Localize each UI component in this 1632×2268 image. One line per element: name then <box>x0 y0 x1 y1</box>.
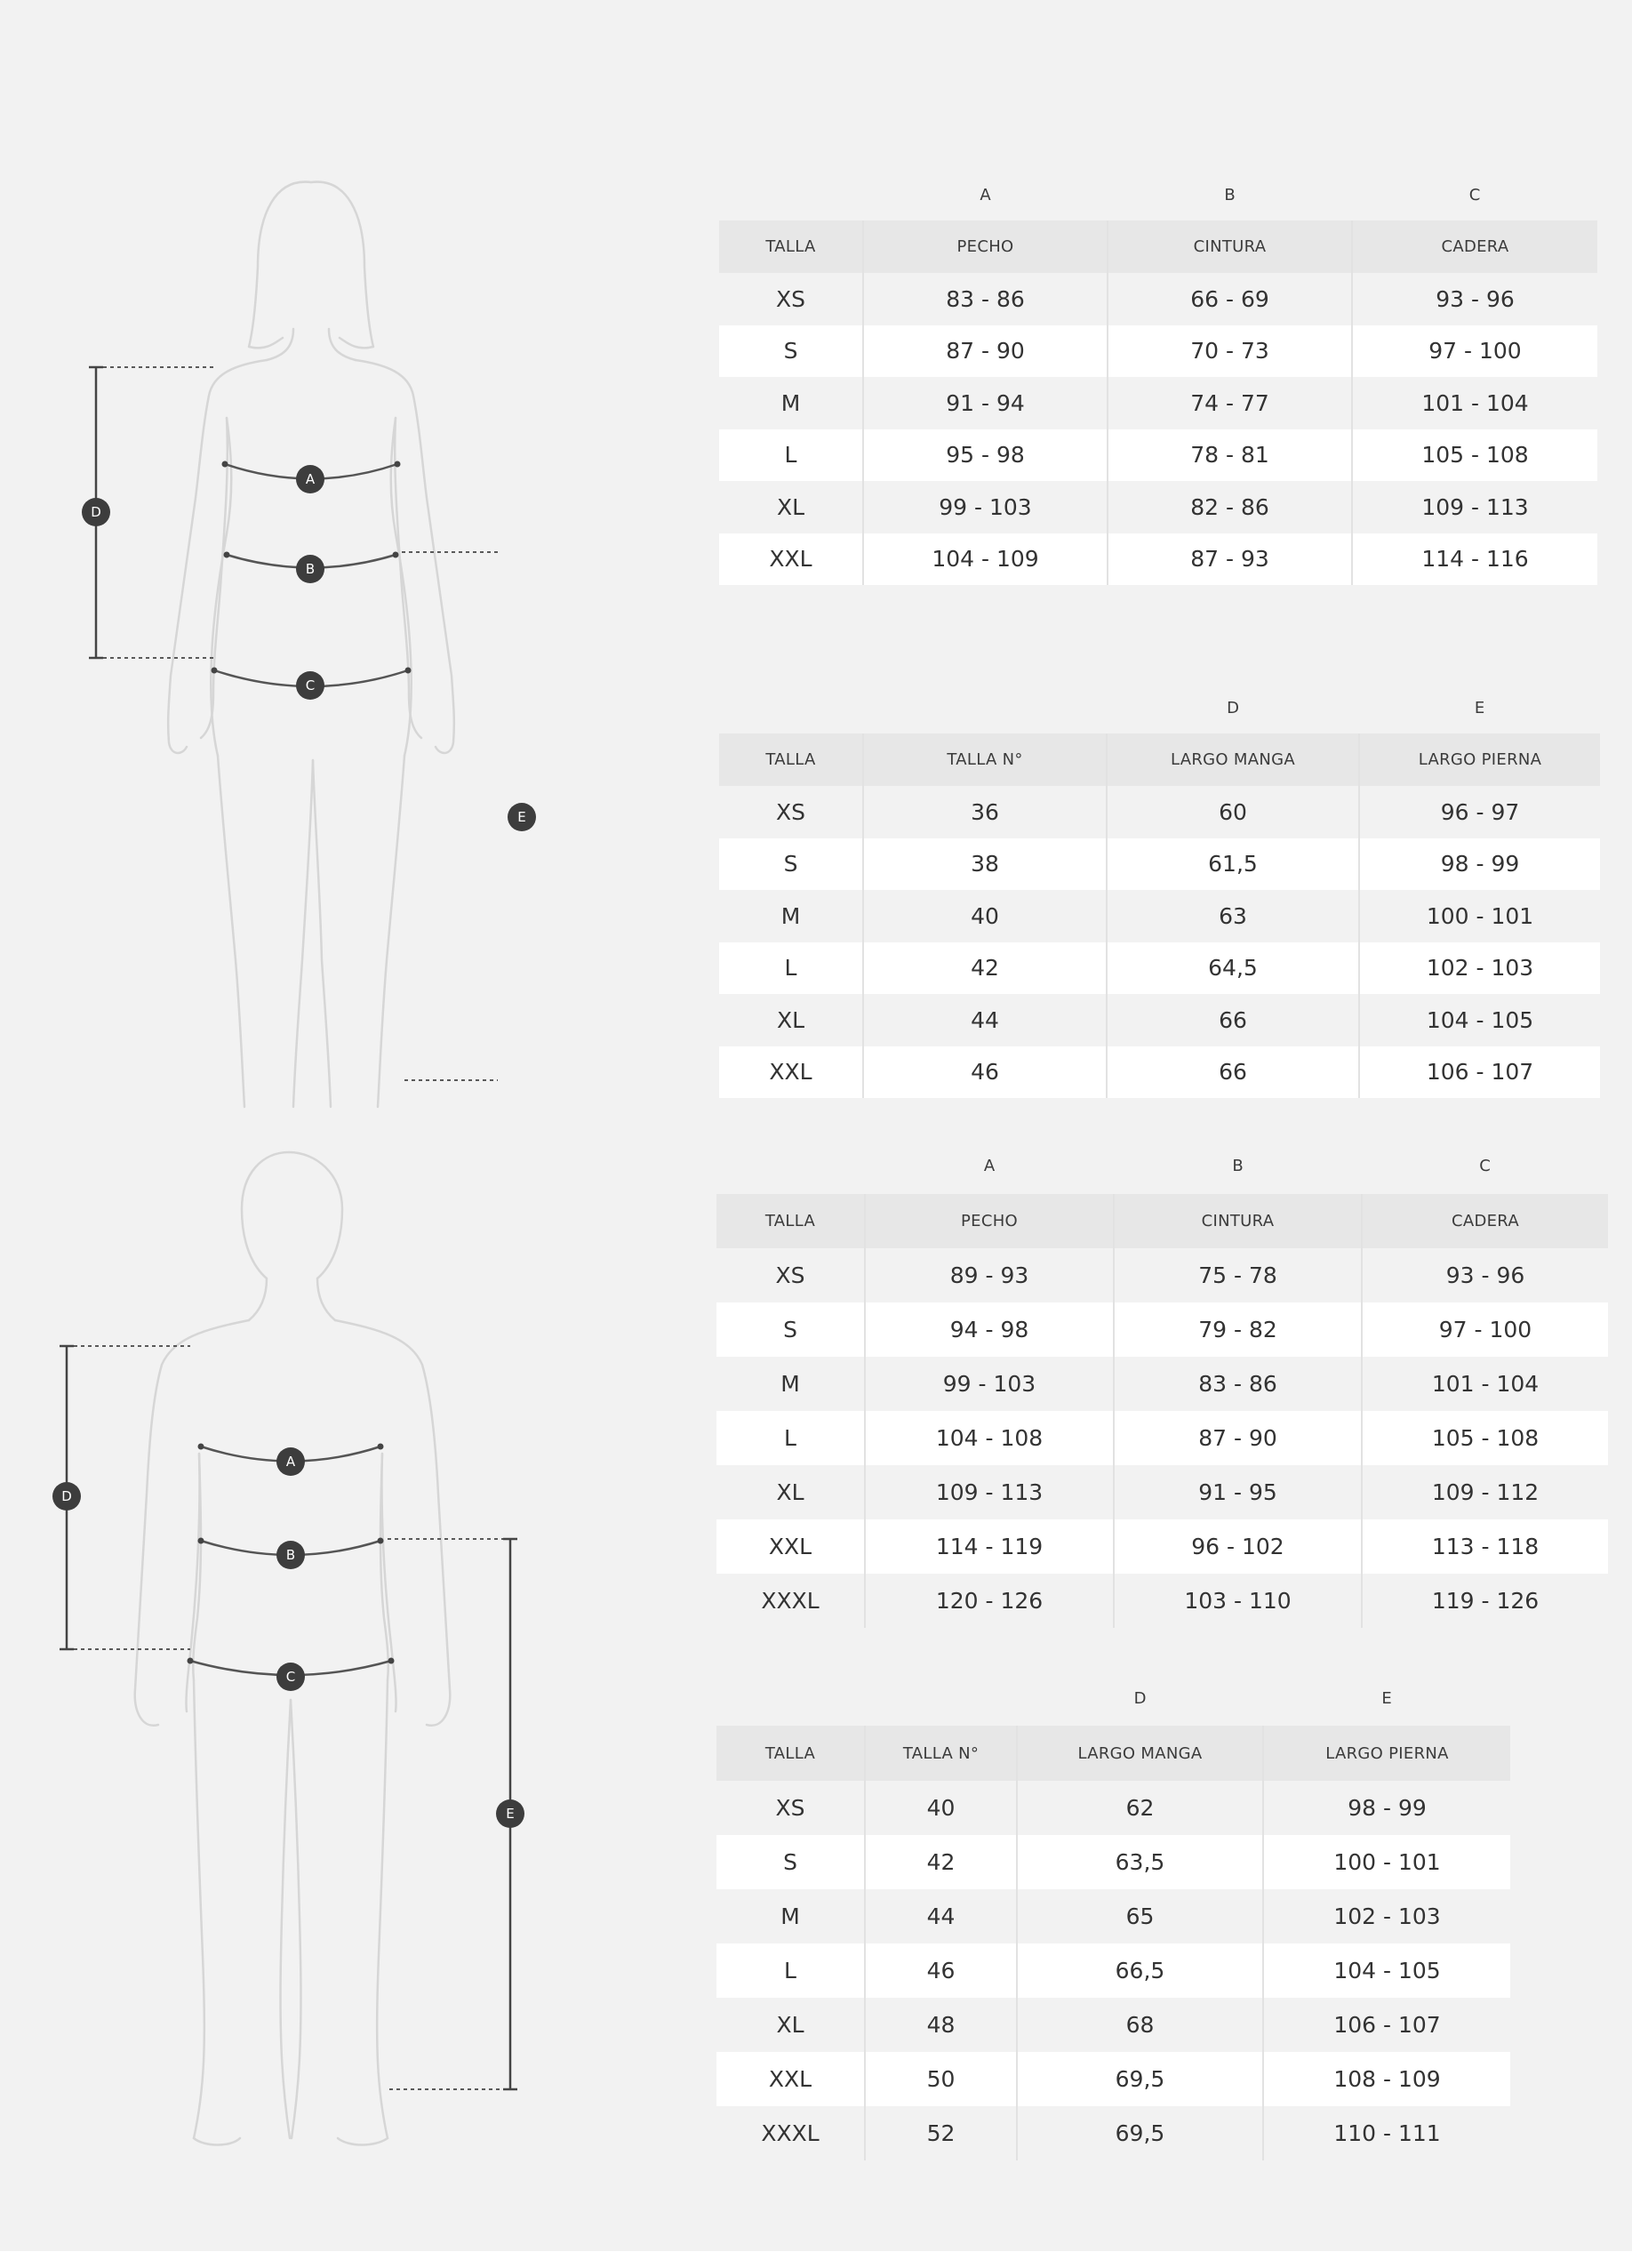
table-cell: 102 - 103 <box>1359 942 1600 995</box>
size-cell: XL <box>719 994 863 1046</box>
size-cell: XL <box>716 1998 865 2052</box>
table-cell: 78 - 81 <box>1108 429 1352 482</box>
table-cell: 109 - 112 <box>1362 1465 1608 1519</box>
column-header: LARGO MANGA <box>1107 733 1359 786</box>
size-cell: XXL <box>719 1046 863 1099</box>
letter-cell: B <box>1232 1156 1244 1175</box>
size-cell: XXXL <box>716 1574 865 1628</box>
table-row <box>719 786 1600 838</box>
table-cell: 64,5 <box>1107 942 1359 995</box>
table-cell: 91 - 95 <box>1114 1465 1362 1519</box>
size-cell: L <box>716 1411 865 1465</box>
size-cell: S <box>716 1835 865 1889</box>
table-cell: 95 - 98 <box>863 429 1108 482</box>
table-cell: 106 - 107 <box>1359 1046 1600 1099</box>
table-cell: 61,5 <box>1107 838 1359 891</box>
table-cell: 69,5 <box>1017 2052 1263 2106</box>
table-cell: 97 - 100 <box>1352 325 1597 378</box>
column-header: LARGO MANGA <box>1017 1726 1263 1781</box>
table-cell: 66 <box>1107 1046 1359 1099</box>
table-cell: 60 <box>1107 786 1359 838</box>
table-cell: 42 <box>863 942 1107 995</box>
table-cell: 66 <box>1107 994 1359 1046</box>
letter-cell <box>865 1671 1017 1726</box>
marker-d-male: D <box>52 1482 81 1511</box>
table-cell: 50 <box>865 2052 1017 2106</box>
marker-b-male: B <box>276 1541 305 1569</box>
men-length-size-table <box>716 1671 1510 2160</box>
size-cell: S <box>719 325 863 378</box>
table-cell: 100 - 101 <box>1263 1835 1510 1889</box>
women-body-size-table <box>719 169 1597 585</box>
letter-cell: E <box>1474 698 1485 717</box>
column-header: TALLA <box>716 1726 865 1781</box>
marker-e-male: E <box>496 1799 524 1828</box>
table-cell: 104 - 105 <box>1263 1943 1510 1998</box>
table-cell: 69,5 <box>1017 2106 1263 2160</box>
table-cell: 89 - 93 <box>865 1248 1114 1302</box>
table-cell: 108 - 109 <box>1263 2052 1510 2106</box>
table-cell: 44 <box>863 994 1107 1046</box>
table-cell: 99 - 103 <box>863 481 1108 533</box>
measurement-letter-row <box>716 1137 1608 1194</box>
letter-cell: E <box>1381 1688 1392 1708</box>
table-cell: 104 - 108 <box>865 1411 1114 1465</box>
measurement-letter-row <box>716 1671 1510 1726</box>
table-cell: 46 <box>863 1046 1107 1099</box>
table-cell: 114 - 119 <box>865 1519 1114 1574</box>
table-cell: 65 <box>1017 1889 1263 1943</box>
column-header: CINTURA <box>1108 220 1352 273</box>
column-header: LARGO PIERNA <box>1359 733 1600 786</box>
table-row <box>719 942 1600 995</box>
women-length-size-table <box>719 682 1600 1098</box>
table-cell: 40 <box>863 890 1107 942</box>
size-cell: M <box>719 377 863 429</box>
table-cell: 42 <box>865 1835 1017 1889</box>
column-header: TALLA <box>716 1194 865 1248</box>
letter-cell <box>716 1671 865 1726</box>
table-cell: 36 <box>863 786 1107 838</box>
table-cell: 66,5 <box>1017 1943 1263 1998</box>
table-cell: 66 - 69 <box>1108 273 1352 325</box>
table-cell: 63 <box>1107 890 1359 942</box>
size-cell: S <box>716 1302 865 1357</box>
size-cell: XS <box>716 1781 865 1835</box>
table-row <box>719 481 1597 533</box>
table-cell: 83 - 86 <box>1114 1357 1362 1411</box>
table-cell: 87 - 90 <box>863 325 1108 378</box>
table-cell: 87 - 93 <box>1108 533 1352 586</box>
letter-cell <box>716 1137 865 1194</box>
table-row <box>716 1357 1608 1411</box>
table-row <box>716 2106 1510 2160</box>
table-header-row <box>716 1726 1510 1781</box>
column-header: TALLA N° <box>865 1726 1017 1781</box>
column-header: CADERA <box>1352 220 1597 273</box>
letter-cell: C <box>1479 1156 1491 1175</box>
table-cell: 63,5 <box>1017 1835 1263 1889</box>
table-row <box>716 1248 1608 1302</box>
table-cell: 109 - 113 <box>1352 481 1597 533</box>
size-cell: M <box>716 1889 865 1943</box>
table-header-row <box>716 1194 1608 1248</box>
table-cell: 46 <box>865 1943 1017 1998</box>
table-row <box>719 994 1600 1046</box>
size-cell: S <box>719 838 863 891</box>
table-row <box>716 1781 1510 1835</box>
table-cell: 79 - 82 <box>1114 1302 1362 1357</box>
letter-cell: A <box>980 185 991 204</box>
letter-cell: B <box>1224 185 1236 204</box>
column-header: CINTURA <box>1114 1194 1362 1248</box>
column-header: PECHO <box>865 1194 1114 1248</box>
size-cell: M <box>716 1357 865 1411</box>
table-row <box>716 1411 1608 1465</box>
table-cell: 104 - 109 <box>863 533 1108 586</box>
column-header: CADERA <box>1362 1194 1608 1248</box>
table-row <box>716 1835 1510 1889</box>
table-header-row <box>719 220 1597 273</box>
letter-cell <box>863 682 1107 733</box>
table-cell: 40 <box>865 1781 1017 1835</box>
table-cell: 103 - 110 <box>1114 1574 1362 1628</box>
table-cell: 100 - 101 <box>1359 890 1600 942</box>
table-cell: 96 - 97 <box>1359 786 1600 838</box>
table-row <box>716 1889 1510 1943</box>
table-row <box>716 1302 1608 1357</box>
letter-cell: C <box>1468 185 1481 204</box>
size-cell: L <box>719 429 863 482</box>
table-row <box>719 1046 1600 1099</box>
column-header: TALLA <box>719 733 863 786</box>
table-cell: 101 - 104 <box>1362 1357 1608 1411</box>
female-body-diagram <box>0 169 498 1120</box>
marker-e-female: E <box>508 803 536 831</box>
marker-c-female: C <box>296 671 324 700</box>
letter-cell <box>719 169 863 220</box>
size-cell: XS <box>719 273 863 325</box>
table-cell: 119 - 126 <box>1362 1574 1608 1628</box>
table-row <box>719 273 1597 325</box>
table-cell: 97 - 100 <box>1362 1302 1608 1357</box>
table-cell: 106 - 107 <box>1263 1998 1510 2052</box>
marker-a-female: A <box>296 465 324 493</box>
table-cell: 68 <box>1017 1998 1263 2052</box>
column-header: TALLA <box>719 220 863 273</box>
letter-cell: A <box>983 1156 996 1175</box>
table-cell: 62 <box>1017 1781 1263 1835</box>
table-cell: 104 - 105 <box>1359 994 1600 1046</box>
table-cell: 74 - 77 <box>1108 377 1352 429</box>
table-row <box>716 1574 1608 1628</box>
table-cell: 105 - 108 <box>1362 1411 1608 1465</box>
table-row <box>719 429 1597 482</box>
table-cell: 99 - 103 <box>865 1357 1114 1411</box>
letter-cell: D <box>1133 1688 1147 1708</box>
measurement-letter-row <box>719 682 1600 733</box>
table-cell: 110 - 111 <box>1263 2106 1510 2160</box>
table-row <box>719 377 1597 429</box>
size-cell: XL <box>716 1465 865 1519</box>
table-cell: 70 - 73 <box>1108 325 1352 378</box>
measurement-letter-row <box>719 169 1597 220</box>
table-cell: 114 - 116 <box>1352 533 1597 586</box>
table-cell: 96 - 102 <box>1114 1519 1362 1574</box>
table-cell: 98 - 99 <box>1263 1781 1510 1835</box>
table-cell: 98 - 99 <box>1359 838 1600 891</box>
table-cell: 87 - 90 <box>1114 1411 1362 1465</box>
table-row <box>716 1465 1608 1519</box>
column-header: PECHO <box>863 220 1108 273</box>
table-cell: 48 <box>865 1998 1017 2052</box>
size-cell: XS <box>719 786 863 838</box>
size-cell: L <box>716 1943 865 1998</box>
table-cell: 38 <box>863 838 1107 891</box>
table-cell: 113 - 118 <box>1362 1519 1608 1574</box>
column-header: TALLA N° <box>863 733 1107 786</box>
table-cell: 93 - 96 <box>1352 273 1597 325</box>
table-cell: 75 - 78 <box>1114 1248 1362 1302</box>
table-cell: 102 - 103 <box>1263 1889 1510 1943</box>
table-cell: 93 - 96 <box>1362 1248 1608 1302</box>
size-cell: XXL <box>716 2052 865 2106</box>
table-row <box>719 838 1600 891</box>
marker-a-male: A <box>276 1447 305 1476</box>
size-cell: XXL <box>716 1519 865 1574</box>
table-cell: 83 - 86 <box>863 273 1108 325</box>
table-cell: 105 - 108 <box>1352 429 1597 482</box>
size-cell: XL <box>719 481 863 533</box>
table-header-row <box>719 733 1600 786</box>
table-row <box>719 325 1597 378</box>
size-cell: L <box>719 942 863 995</box>
size-cell: XS <box>716 1248 865 1302</box>
table-cell: 94 - 98 <box>865 1302 1114 1357</box>
letter-cell <box>719 682 863 733</box>
table-row <box>716 1519 1608 1574</box>
table-row <box>719 533 1597 586</box>
table-row <box>716 1943 1510 1998</box>
table-cell: 109 - 113 <box>865 1465 1114 1519</box>
table-row <box>716 1998 1510 2052</box>
table-cell: 44 <box>865 1889 1017 1943</box>
table-row <box>716 2052 1510 2106</box>
table-row <box>719 890 1600 942</box>
table-cell: 91 - 94 <box>863 377 1108 429</box>
bottom-strip <box>0 2251 1632 2268</box>
letter-cell: D <box>1227 698 1239 717</box>
size-cell: XXXL <box>716 2106 865 2160</box>
marker-c-male: C <box>276 1663 305 1691</box>
marker-d-female: D <box>82 498 110 526</box>
table-cell: 52 <box>865 2106 1017 2160</box>
size-cell: M <box>719 890 863 942</box>
male-body-diagram <box>0 1138 498 2160</box>
column-header: LARGO PIERNA <box>1263 1726 1510 1781</box>
men-body-size-table <box>716 1137 1608 1628</box>
table-cell: 120 - 126 <box>865 1574 1114 1628</box>
marker-b-female: B <box>296 555 324 583</box>
table-cell: 82 - 86 <box>1108 481 1352 533</box>
table-cell: 101 - 104 <box>1352 377 1597 429</box>
size-cell: XXL <box>719 533 863 586</box>
